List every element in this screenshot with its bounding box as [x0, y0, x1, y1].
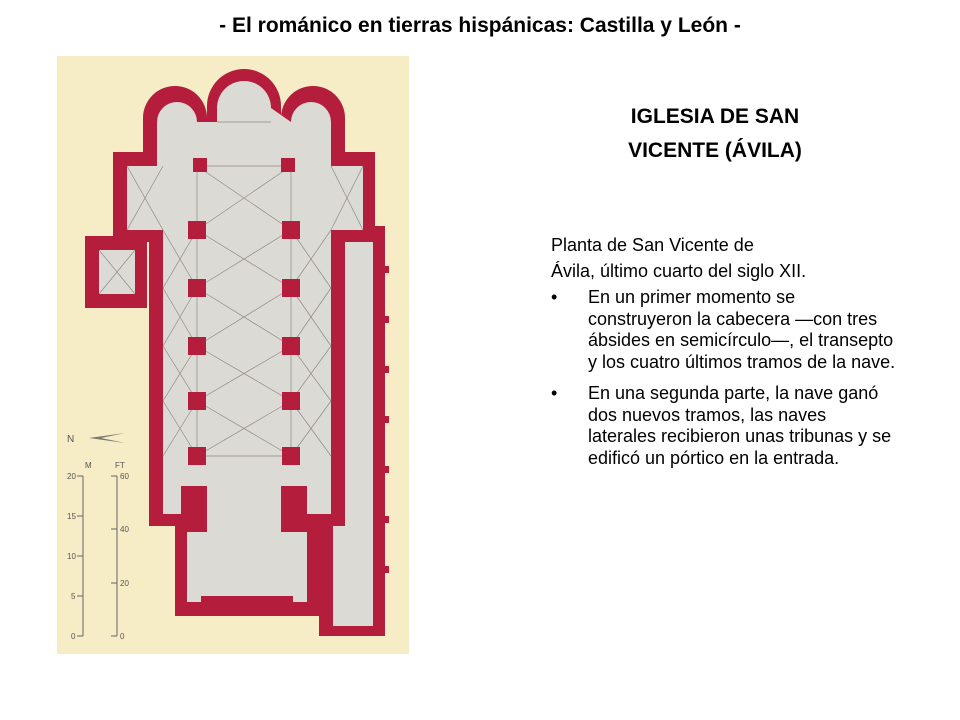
- scale-m-tick: 5: [71, 592, 76, 601]
- scale-m-tick: 10: [67, 552, 76, 561]
- bullet-text: En una segunda parte, la nave ganó dos nuevos tramos, las naves laterales recibieron unas tribunas y se edificó un pórtico en la entrada.: [588, 383, 892, 468]
- bullet-item: [551, 383, 896, 469]
- scale-ft-tick: 20: [120, 579, 129, 588]
- scale-ft-unit: FT: [115, 461, 125, 470]
- church-heading-line-1: IGLESIA DE SAN: [630, 105, 800, 128]
- slide-title: - El románico en tierras hispánicas: Castilla y León -: [219, 14, 741, 37]
- scale-m-tick: 20: [67, 472, 76, 481]
- scale-ft-tick: 40: [120, 525, 129, 534]
- bullet-text: En un primer momento se construyeron la cabecera —con tres ábsides en semicírculo—, el transepto y los cuatro últimos tramos de la nave.: [588, 287, 896, 372]
- church-heading: [560, 100, 870, 168]
- north-label: N: [67, 434, 75, 445]
- bullet-item: [551, 287, 896, 373]
- description: [551, 234, 896, 479]
- intro-line-2: Ávila, último cuarto del siglo XII.: [551, 261, 807, 281]
- bullet-list: [551, 287, 896, 469]
- scale-ft-tick: 60: [120, 472, 129, 481]
- scale-m-tick: 15: [67, 512, 76, 521]
- bullet-marker: •: [551, 287, 558, 307]
- floor-plan-drawing: [57, 56, 409, 654]
- intro-line-1: Planta de San Vicente de: [551, 235, 754, 255]
- scale-m-unit: M: [85, 461, 92, 470]
- floor-plan-figure: [57, 56, 409, 654]
- scale-ft-tick: 0: [120, 632, 125, 641]
- sacristy-annex: [85, 236, 147, 308]
- scale-m-tick: 0: [71, 632, 76, 641]
- church-heading-line-2: VICENTE (ÁVILA): [628, 139, 802, 162]
- bullet-marker: •: [551, 383, 558, 403]
